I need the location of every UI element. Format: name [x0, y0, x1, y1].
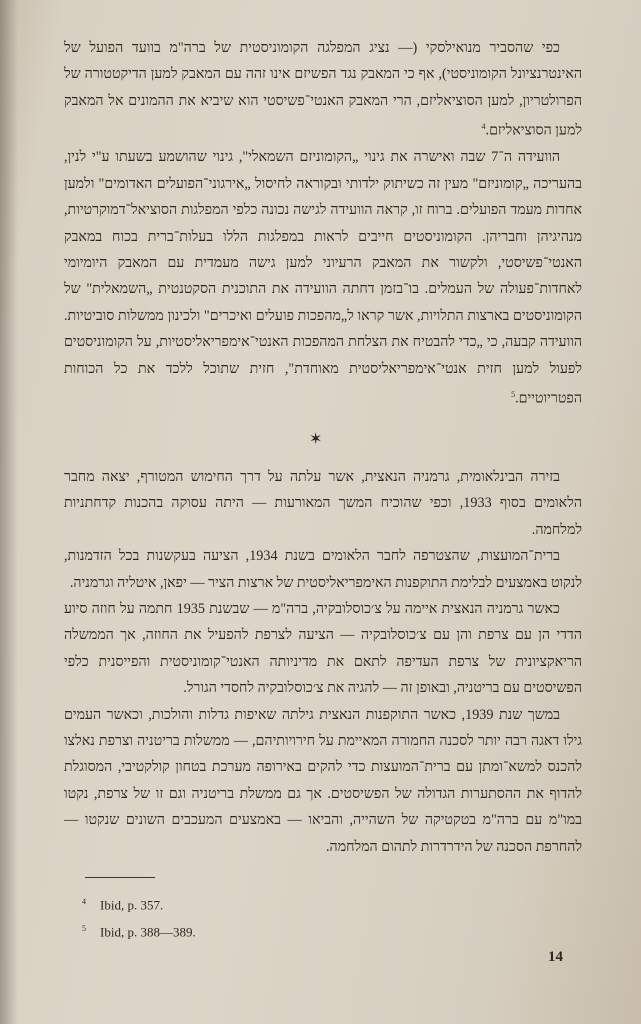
paragraph: כאשר גרמניה הנאצית איימה על צ׳כוסלובקיה, ברה"מ — שבשנת 1935 חתמה על חוזה סיוע הדדי הן עם צרפת והן עם צ׳כוסלובקיה — הציעה לצרפת להפעיל את החוזה, אך הממשלה הריאקציונית של צרפת העדיפה לתאם את מדיניותה האנטי־קומוניסטית והפייסנית כלפי הפשיסטים עם בריטניה, ובאופן זה — להגיה את צ׳כוסלובקיה לחסדי הגורל. — [64, 601, 582, 697]
section-separator-star: ✶ — [309, 431, 323, 448]
footnote-divider — [85, 877, 155, 878]
page-gutter-shadow — [0, 0, 18, 1024]
text-section-top — [64, 35, 582, 412]
paragraph: בזירה הבינלאומית, גרמניה הנאצית, אשר עלתה על דרך החימוש המטורף, יצאה מחבר הלאומים בסוף 1933, וכפי שהוכיח המשך המאורעות — היתה עסוקה בהכנות קדחתניות למלחמה. — [64, 469, 582, 538]
paragraph: כפי שהסביר מנואילסקי (— נציג המפלגה הקומוניסטית של ברה"מ בוועד הפועל של האינטרנציונל הקומוניסטי), אף כי המאבק נגד הפשיזם אינו זהה עם המאבק למען הדיקטטורה של הפרולטריון, למען הסוציאליזם, הרי המאבק האנטי־פשיסטי הוא שיביא את ההמונים אל המאבק למען הסוציאליזם.$^4$ — [64, 40, 582, 139]
footnote-ref: 5 — [511, 390, 516, 400]
footnotes — [82, 890, 196, 945]
paragraph: ברית־המועצות, שהצטרפה לחבר הלאומים בשנת 1934, הציעה בעקשנות בכל הזדמנות, לנקוט באמצעים לבלימת התוקפנות האימפריאליסטית של ארצות הציר — יפאן, איטליה וגרמניה. — [64, 548, 582, 591]
footnote: $^5$ Ibid, p. 388—389. — [82, 924, 196, 940]
footnote-ref: 4 — [481, 122, 486, 132]
page-number: 14 — [548, 949, 563, 965]
paragraph: הוועידה ה־7 שבה ואישרה את גינוי „הקומוניזם השמאלי", גינוי שהושמע בשעתו ע"י לנין, בהעריכה „קומוניזם" מעין זה כשיתוק ילדותי ובקוראה לחיסול „אירגוני־הפועלים האדומים" ולמען אחדות מעמד הפועלים. ברוח זו, קראה הוועידה לגישה נכונה כלפי המפלגות הסוציאל־דמוקרטיות, מנהיגיהן וחבריהן. הקומוניסטים חייבים לראות במפלגות הללו בעלות־ברית בכוח במאבק האנטי־פשיסטי, ולקשור את המאבק הרעיוני למען גישה מעמדית עם המאבק היומיומי לאחדות־פעולה של העמלים. בו־בזמן דחתה הוועידה את התוכנית הסקטנטית „השמאלית" של הקומוניסטים בארצות התלויות, אשר קראו ל„מהפכות פועלים ואיכרים" ולכינון ממשלות סוביטיות. הוועידה קבעה, כי „כדי להבטיח את הצלחת המהפכות האנטי־אימפריאליסטיות, על הקומוניסטים לפעול למען חזית אנטי־אימפריאליסטית מאוחדת", חזית שתוכל ללכד את כל הכוחות הפטריוטיים.$^5$ — [64, 149, 582, 407]
paragraph: במשך שנת 1939, כאשר התוקפנות הנאצית גילתה שאיפות גדלות והולכות, וכאשר העמים גילו דאגה רבה יותר לסכנה החמורה המאיימת על חירויותיהם, — ממשלות בריטניה וצרפת נאלצו להכנס למשא־ומתן עם ברית־המועצות כדי להקים באירופה מערכת בטחון קולקטיבי, המסוגלת להדוף את ההסתערות הגדולה של הפשיסטים. אך גם ממשלת בריטניה וגם זו של צרפת, נקטו במו"מ עם ברה"מ בטקטיקה של השהייה, והביאו — באמצעים המעכבים השונים שנקטו — להחרפת הסכנה של הידרדרות לתהום המלחמה. — [64, 706, 582, 855]
text-section-bottom — [64, 464, 582, 860]
footnote: $^4$ Ibid, p. 357. — [82, 897, 164, 913]
